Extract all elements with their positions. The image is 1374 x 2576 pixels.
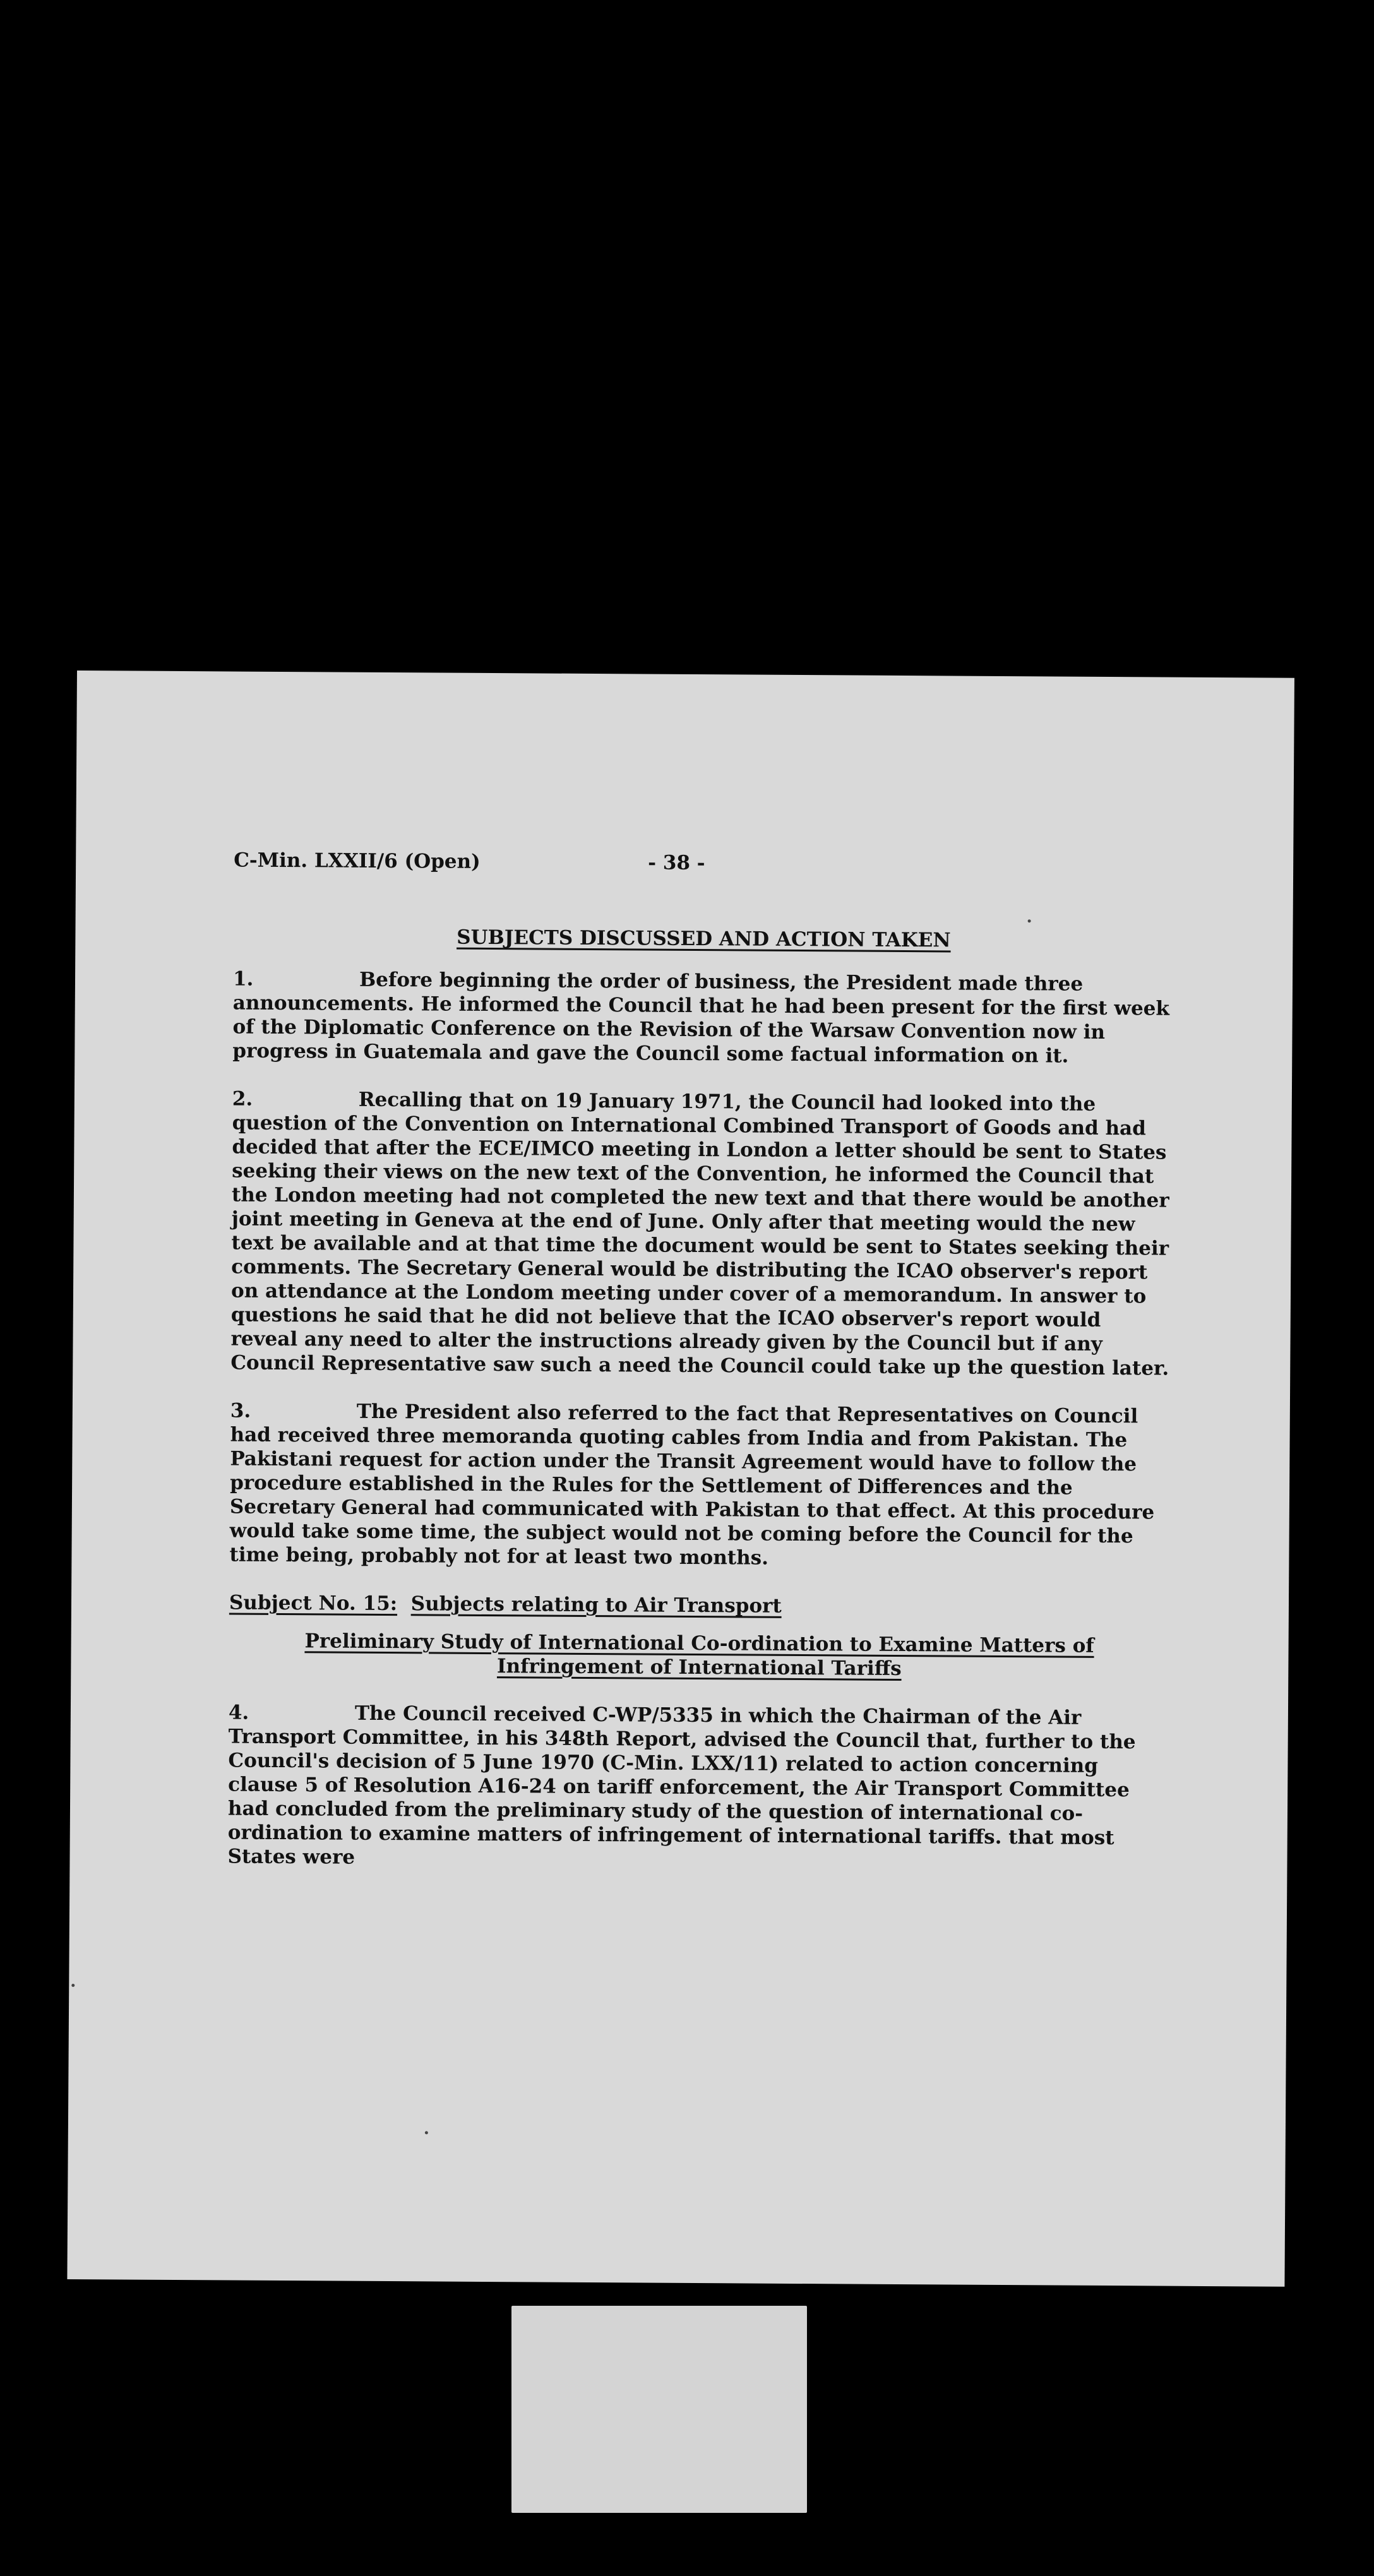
target-card [511,2306,807,2513]
paragraph-text: The Council received C-WP/5335 in which the Chairman of the Air Transport Committee, in his 348th Report, advised the Council that, further to the Council's decision of 5 June 1970 (C-Min. LXX/11) related to action concerning clause 5 of Resolution A16-24 on tariff enforcement, the Air Transport Committee had concluded from the preliminary study of the question of international co-ordination to examine matters of infringement of international tariffs. that most States were [227,1702,1136,1869]
paper-speck [71,1984,75,1987]
paragraph-text: Before beginning the order of business, the President made three announcements. He informed the Council that he had been present for the first week of the Diplomatic Conference on the Revision of the Warsaw Convention now in progress in Guatemala and gave the Council some factual information on it. [232,968,1170,1068]
page-header [234,849,1174,880]
subject-title: Subjects relating to Air Transport [410,1592,782,1618]
paragraph-number: 3. [230,1399,251,1422]
paragraph-number: 2. [232,1087,253,1111]
paragraph-3 [229,1399,1171,1573]
document-code: C-Min. LXXII/6 (Open) [234,849,481,873]
subject-label: Subject No. 15: [229,1591,398,1616]
paragraph-number: 4. [228,1701,249,1724]
document-body [227,849,1174,1899]
paragraph-4 [227,1700,1169,1874]
page-number: - 38 - [648,851,705,875]
item-subheading [229,1628,1169,1682]
paragraph-text: The President also referred to the fact that Representatives on Council had received three memoranda quoting cables from India and from Pakistan. The Pakistani request for action under the Transit Agreement would have to follow the procedure established in the Rules for the Settlement of Differences and the Secretary General had communicated with Pakistan to that effect. At this procedure would take some time, the subject would not be coming before the Council for the time being, probably not for at least two months. [229,1400,1155,1570]
subheading-line-1: Preliminary Study of International Co-ordination to Examine Matters of [304,1630,1094,1657]
paragraph-2 [230,1087,1173,1381]
paper-speck [1028,919,1031,922]
subject-heading [229,1591,1170,1621]
document-page [67,671,1294,2287]
section-title: SUBJECTS DISCUSSED AND ACTION TAKEN [457,926,951,952]
paragraph-number: 1. [232,967,254,991]
paragraph-1 [232,967,1174,1069]
paper-speck [425,2131,428,2134]
subheading-line-2: Infringement of International Tariffs [496,1655,902,1681]
paragraph-text: Recalling that on 19 January 1971, the Council had looked into the question of the Convention on International Combined Transport of Goods and had decided that after the ECE/IMCO meeting in London a letter should be sent to States seeking their views on the new text of the Convention, he informed the Council that the London meeting had not completed the new text and that there would be another joint meeting in Geneva at the end of June. Only after that meeting would the new text be available and at that time the document would be sent to States seeking their comments. The Secretary General would be distributing the ICAO observer's report on attendance at the Londom meeting under cover of a memorandum. In answer to questions he said that he did not believe that the ICAO observer's report would reveal any need to alter the instructions already given by the Council but if any Council Representative saw such a need the Council could take up the question later. [230,1088,1169,1380]
